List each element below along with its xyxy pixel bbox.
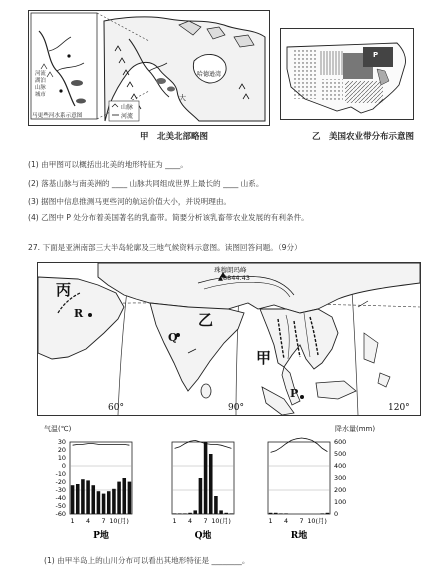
inset-legend-item: 城市 [35, 92, 46, 98]
precip-bar [284, 513, 288, 514]
precip-tick-label: 200 [334, 486, 347, 494]
month-tick-label: 7 [299, 517, 304, 525]
temp-tick-label: -50 [55, 502, 66, 510]
temp-tick-label: -60 [55, 510, 66, 518]
question-bottom: (1) 由甲半岛上的山川分布可以看出其地形特征是 ________。 [44, 556, 250, 565]
climate-charts [0, 432, 445, 552]
precip-bar [188, 513, 192, 514]
month-tick-label: 4 [284, 517, 289, 525]
chart-title: Q地 [194, 531, 212, 541]
precip-bar [193, 510, 197, 514]
precip-bar [274, 513, 278, 514]
point-r: R [74, 307, 84, 320]
month-tick-label: 7 [101, 517, 106, 525]
us-agriculture-map [280, 28, 414, 120]
precip-tick-label: 100 [334, 498, 347, 506]
chart-frame [268, 442, 330, 514]
inset-title: 马更些河水系示意图 [32, 113, 83, 119]
inset-legend [35, 71, 46, 99]
precip-bar [173, 513, 177, 514]
precip-bar [91, 485, 95, 514]
temp-tick-label: 20 [57, 446, 66, 454]
us-point-p: P [373, 51, 379, 59]
point-q: Q [168, 331, 178, 344]
lon-90: 90° [228, 403, 244, 413]
precip-bar [183, 513, 187, 514]
legend-mountain: 山脉 [121, 104, 134, 111]
precip-bar [219, 510, 223, 514]
temp-axis-label: 气温(℃) [44, 425, 72, 433]
precip-bar [86, 480, 90, 514]
legend-river: 河流 [121, 113, 134, 120]
question-3: (3) 据图中信息推测马更些河的航运价值大小，并说明理由。 [28, 197, 232, 206]
precip-bar [117, 482, 121, 514]
lon-60: 60° [108, 403, 124, 413]
precip-bar [320, 513, 324, 514]
precip-bar [204, 442, 208, 514]
question-1: (1) 由甲图可以概括出北美的地形特征为 ____。 [28, 160, 188, 169]
chart-title: R地 [290, 531, 308, 541]
month-tick-label: 7 [203, 517, 208, 525]
inset-legend-item: 湖泊 [35, 78, 46, 84]
precip-bar [279, 513, 283, 514]
precip-tick-label: 500 [334, 450, 347, 458]
temp-line [73, 444, 130, 446]
precip-bar [326, 513, 330, 514]
south-asia-map-drawing [38, 263, 420, 415]
month-tick-label: 1 [70, 517, 75, 525]
month-tick-label: 1 [268, 517, 273, 525]
temp-tick-label: -20 [55, 478, 66, 486]
month-tick-label: 10(月) [109, 517, 129, 525]
precip-bar [122, 478, 126, 514]
precip-tick-label: 600 [334, 438, 347, 446]
precip-bar [97, 491, 101, 514]
temp-tick-label: -10 [55, 470, 66, 478]
lon-120: 120° [388, 403, 410, 413]
label-hudson: 哈德逊湾 [197, 71, 222, 78]
inset-legend-item: 河流 [35, 71, 46, 77]
question-27-heading: 27. 下面是亚洲南部三大半岛轮廓及三地气候资料示意图。读图回答问题。（9分） [28, 243, 302, 252]
month-tick-label: 10(月) [307, 517, 327, 525]
month-tick-label: 10(月) [211, 517, 231, 525]
precip-bar [102, 494, 106, 514]
point-p: P [290, 387, 299, 400]
precip-bar [128, 482, 132, 514]
precip-axis-label: 降水量(mm) [335, 425, 376, 433]
caption-left: 甲 北美北部略图 [140, 132, 209, 142]
label-bing: 丙 [56, 281, 72, 299]
temp-tick-label: 30 [57, 438, 66, 446]
precip-bar [71, 485, 75, 514]
temp-tick-label: 10 [57, 454, 66, 462]
precip-bar [112, 489, 116, 514]
north-america-map-drawing [29, 11, 269, 125]
temp-tick-label: 0 [61, 462, 66, 470]
label-yi: 乙 [198, 311, 214, 329]
precip-tick-label: 0 [334, 510, 339, 518]
peak-name: 珠穆朗玛峰 [214, 266, 247, 274]
precip-bar [224, 513, 228, 514]
us-agriculture-map-drawing [281, 29, 413, 119]
precip-bar [76, 484, 80, 514]
label-jia: 甲 [256, 349, 272, 367]
precip-bar [214, 496, 218, 514]
south-asia-map [37, 262, 421, 416]
precip-tick-label: 400 [334, 462, 347, 470]
north-america-map [28, 10, 270, 126]
chart-frame [172, 442, 234, 514]
inset-legend-item: 山脉 [35, 85, 46, 91]
label-lake: 大 [179, 94, 186, 102]
question-4: (4) 乙图中 P 处分布着美国著名的乳畜带。简要分析该乳畜带农业发展的有利条件。 [28, 213, 309, 222]
precip-bar [178, 513, 182, 514]
precip-bar [199, 478, 203, 514]
temp-tick-label: -30 [55, 486, 66, 494]
chart-title: P地 [93, 531, 109, 541]
month-tick-label: 4 [86, 517, 91, 525]
temp-tick-label: -40 [55, 494, 66, 502]
precip-bar [230, 513, 234, 514]
precip-bar [81, 479, 85, 514]
question-2: (2) 落基山脉与南美洲的 ____ 山脉共同组成世界上最长的 ____ 山系。 [28, 179, 264, 188]
precip-tick-label: 300 [334, 474, 347, 482]
peak-height: ▲8844.43 [218, 274, 250, 282]
precip-bar [269, 513, 273, 514]
month-tick-label: 4 [188, 517, 193, 525]
precip-bar [209, 454, 213, 514]
caption-right: 乙 美国农业带分布示意图 [312, 132, 415, 142]
precip-bar [107, 491, 111, 514]
temp-line [271, 438, 328, 452]
month-tick-label: 1 [172, 517, 177, 525]
